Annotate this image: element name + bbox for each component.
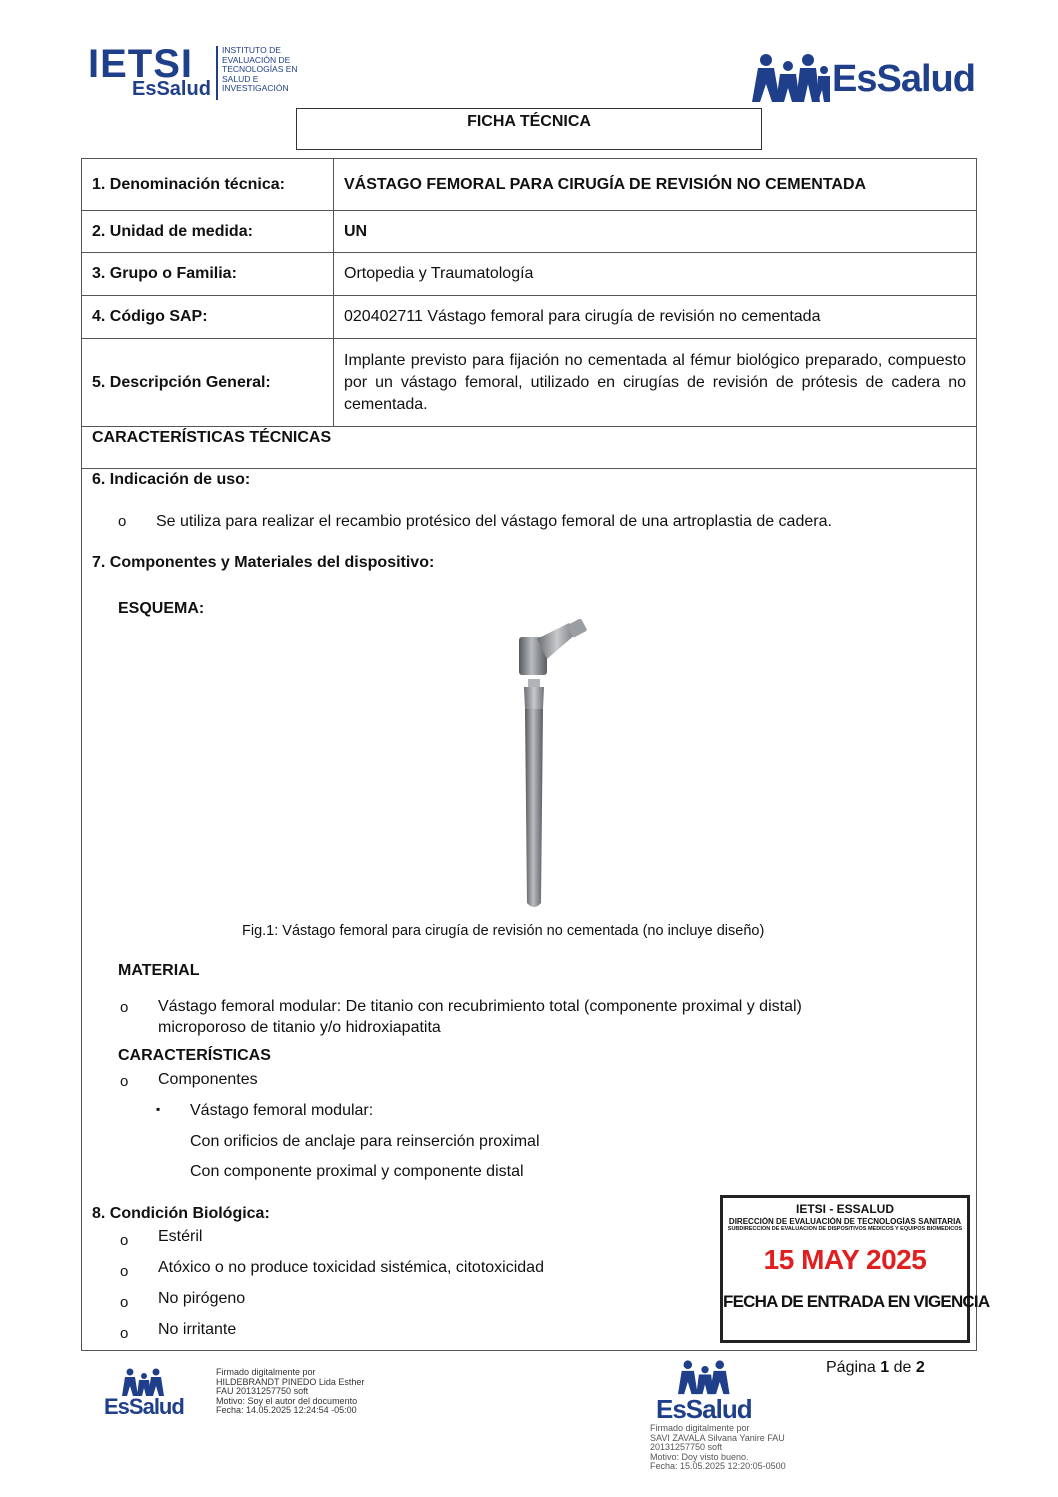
stamp-subdirection: SUBDIRECCIÓN DE EVALUACIÓN DE DISPOSITIVOS MÉDICOS Y EQUIPOS BIOMÉDICOS: [727, 1226, 963, 1232]
row-label: 1. Denominación técnica:: [82, 159, 334, 210]
table-row: [82, 296, 976, 339]
row-label: 3. Grupo o Familia:: [82, 253, 334, 295]
table-row: [82, 159, 976, 211]
material-heading: MATERIAL: [118, 962, 200, 979]
s6-heading: 6. Indicación de uso:: [92, 471, 251, 488]
page-number: Página 1 de 2: [826, 1359, 925, 1376]
sub-line: Con orificios de anclaje para reinserción proximal: [190, 1133, 540, 1150]
tech-sheet-table: [81, 158, 990, 1351]
table-row: [82, 339, 976, 427]
section-header-row: [82, 427, 976, 469]
stamp-direction: DIRECCIÓN DE EVALUACIÓN DE TECNOLOGÍAS SANITARIA: [728, 1217, 962, 1226]
row-value: Implante previsto para fijación no cementada al fémur biológico preparado, compuesto por un vástago femoral, utilizado en cirugías de revisión de prótesis de cadera no cementada.: [344, 351, 966, 413]
sub-line: Con componente proximal y componente distal: [190, 1163, 524, 1180]
row-value: 020402711 Vástago femoral para cirugía de revisión no cementada: [344, 308, 821, 325]
signature-1-logo: EsSalud: [104, 1394, 184, 1419]
signature-1-text: Firmado digitalmente por HILDEBRANDT PINEDO Lida Esther FAU 20131257750 soft Motivo: Soy el autor del documento Fecha: 14.05.2025 12:24:54 -05:00: [216, 1367, 365, 1415]
s8-heading: 8. Condición Biológica:: [92, 1205, 270, 1222]
table-row: [82, 211, 976, 253]
list-item: No pirógeno: [158, 1290, 246, 1307]
square-bullet: ▪: [156, 1102, 161, 1116]
ietsi-logo: [88, 42, 318, 104]
sub-item: Vástago femoral modular:: [190, 1102, 374, 1119]
femoral-stem-image: [507, 619, 597, 911]
bullet-marker: o: [120, 1294, 129, 1311]
s6-item: Se utiliza para realizar el recambio protésico del vástago femoral de una artroplastia de cadera.: [156, 513, 832, 530]
family-icon: [752, 52, 830, 104]
componentes-item: Componentes: [158, 1071, 258, 1088]
ietsi-logo-sub: EsSalud: [132, 78, 211, 100]
family-icon: [678, 1358, 732, 1396]
signature-1: [104, 1368, 384, 1428]
signature-2-text: Firmado digitalmente por SAVI ZAVALA Silvana Yanire FAU 20131257750 soft Motivo: Doy visto bueno. Fecha: 15.05.2025 12:20:05-0500: [650, 1423, 786, 1471]
row-label: 2. Unidad de medida:: [82, 211, 334, 252]
bullet-marker: o: [120, 1263, 129, 1280]
list-item: No irritante: [158, 1321, 237, 1338]
characteristics-heading: CARACTERÍSTICAS: [118, 1047, 271, 1064]
row-label: 5. Descripción General:: [82, 339, 334, 426]
esquema-label: ESQUEMA:: [118, 600, 205, 617]
bullet-marker: o: [120, 999, 129, 1016]
ietsi-logo-divider: [216, 46, 218, 100]
section-header: CARACTERÍSTICAS TÉCNICAS: [92, 429, 332, 446]
row-value: VÁSTAGO FEMORAL PARA CIRUGÍA DE REVISIÓN NO CEMENTADA: [344, 175, 867, 193]
stamp-org: IETSI - ESSALUD: [795, 1202, 894, 1216]
ietsi-logo-word: IETSI: [88, 42, 194, 86]
signature-2: [650, 1358, 830, 1488]
ietsi-logo-text: INSTITUTO DE EVALUACIÓN DE TECNOLOGÍAS EN SALUD E INVESTIGACIÓN: [222, 45, 298, 93]
table-row: [82, 253, 976, 296]
s7-heading: 7. Componentes y Materiales del dispositivo:: [92, 554, 435, 571]
page-title: FICHA TÉCNICA: [296, 108, 762, 150]
family-icon: [122, 1368, 166, 1396]
essalud-logo: [752, 50, 982, 106]
row-label: 4. Código SAP:: [82, 296, 334, 338]
row-value: UN: [344, 222, 368, 240]
list-item: Estéril: [158, 1228, 203, 1245]
bullet-marker: o: [120, 1232, 129, 1249]
stamp-caption: FECHA DE ENTRADA EN VIGENCIA: [723, 1292, 990, 1311]
row-value: Ortopedia y Traumatología: [344, 265, 534, 282]
list-item: Atóxico o no produce toxicidad sistémica, citotoxicidad: [158, 1259, 544, 1276]
signature-2-logo: EsSalud: [656, 1394, 752, 1424]
bullet-marker: o: [120, 1325, 129, 1342]
material-item: Vástago femoral modular: De titanio con recubrimiento total (componente proximal y distal) microporoso de titanio y/o hidroxiapatita: [158, 998, 802, 1036]
stamp-date: 15 MAY 2025: [763, 1244, 927, 1275]
validity-stamp: [720, 1195, 990, 1343]
figure-caption: Fig.1: Vástago femoral para cirugía de revisión no cementada (no incluye diseño): [242, 923, 765, 939]
essalud-logo-text: EsSalud: [832, 58, 975, 100]
bullet-marker: o: [120, 1073, 129, 1090]
bullet-marker: o: [118, 513, 127, 530]
